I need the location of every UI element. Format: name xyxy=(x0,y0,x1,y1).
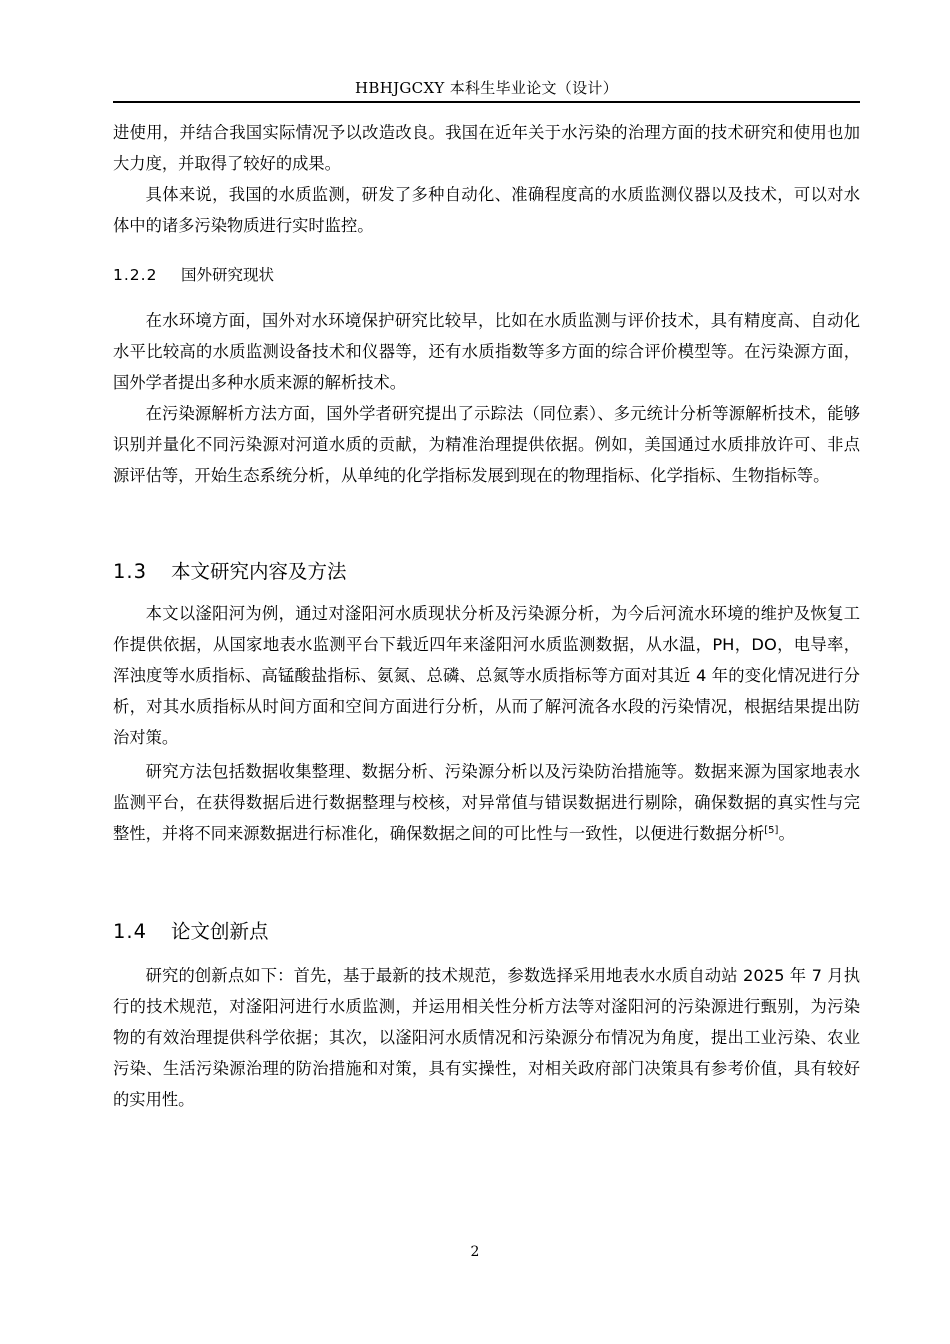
subsection-heading-1-2-2 xyxy=(113,263,274,287)
body-paragraph: 在污染源解析方法方面，国外学者研究提出了示踪法（同位素）、多元统计分析等源解析技术，能够识别并量化不同污染源对河道水质的贡献，为精准治理提供依据。例如，美国通过水质排放许可、非点源评估等，开始生态系统分析，从单纯的化学指标发展到现在的物理指标、化学指标、生物指标等。 xyxy=(113,404,860,485)
body-paragraph: 在水环境方面，国外对水环境保护研究比较早，比如在水质监测与评价技术，具有精度高、自动化水平比较高的水质监测设备技术和仪器等，还有水质指数等多方面的综合评价模型等。在污染源方面，国外学者提出多种水质来源的解析技术。 xyxy=(113,311,860,392)
paragraph-end: 。 xyxy=(778,824,795,843)
paragraph-text: 研究方法包括数据收集整理、数据分析、污染源分析以及污染防治措施等。数据来源为国家地表水监测平台，在获得数据后进行数据整理与校核，对异常值与错误数据进行剔除，确保数据的真实性与完整性，并将不同来源数据进行标准化，确保数据之间的可比性与一致性，以便进行数据分析 xyxy=(113,762,860,843)
citation-ref: [5] xyxy=(764,825,779,836)
body-paragraph xyxy=(113,756,860,849)
section-number: 1.4 xyxy=(113,920,148,943)
body-paragraph: 具体来说，我国的水质监测，研发了多种自动化、准确程度高的水质监测仪器以及技术，可以对水体中的诸多污染物质进行实时监控。 xyxy=(113,185,860,235)
section-title: 本文研究内容及方法 xyxy=(171,560,347,583)
page-number: 2 xyxy=(470,1244,480,1260)
body-paragraph: 进使用，并结合我国实际情况予以改造改良。我国在近年关于水污染的治理方面的技术研究和使用也加大力度，并取得了较好的成果。 xyxy=(113,123,860,173)
body-paragraph: 本文以滏阳河为例，通过对滏阳河水质现状分析及污染源分析，为今后河流水环境的维护及恢复工作提供依据，从国家地表水监测平台下载近四年来滏阳河水质监测数据，从水温，PH，DO，电导率，浑浊度等水质指标、高锰酸盐指标、氨氮、总磷、总氮等水质指标等方面对其近 4 年的变化情况进行分析，对其水质指标从时间方面和空间方面进行分析，从而了解河流各水段的污染情况，根据结果提出防治对策。 xyxy=(113,604,860,747)
section-heading-1-3 xyxy=(113,558,347,586)
header-rule xyxy=(113,101,860,103)
running-header: HBHJGCXY 本科生毕业论文（设计） xyxy=(354,79,618,97)
section-heading-1-4 xyxy=(113,918,269,946)
body-paragraph: 研究的创新点如下：首先，基于最新的技术规范，参数选择采用地表水水质自动站 2025 年 7 月执行的技术规范，对滏阳河进行水质监测，并运用相关性分析方法等对滏阳河的污染源进行甄别，为污染物的有效治理提供科学依据；其次，以滏阳河水质情况和污染源分布情况为角度，提出工业污染、农业污染、生活污染源治理的防治措施和对策，具有实操性，对相关政府部门决策具有参考价值，具有较好的实用性。 xyxy=(113,966,860,1109)
subsection-number: 1.2.2 xyxy=(113,266,158,284)
section-number: 1.3 xyxy=(113,560,148,583)
subsection-title: 国外研究现状 xyxy=(181,266,275,284)
section-title: 论文创新点 xyxy=(171,920,269,943)
